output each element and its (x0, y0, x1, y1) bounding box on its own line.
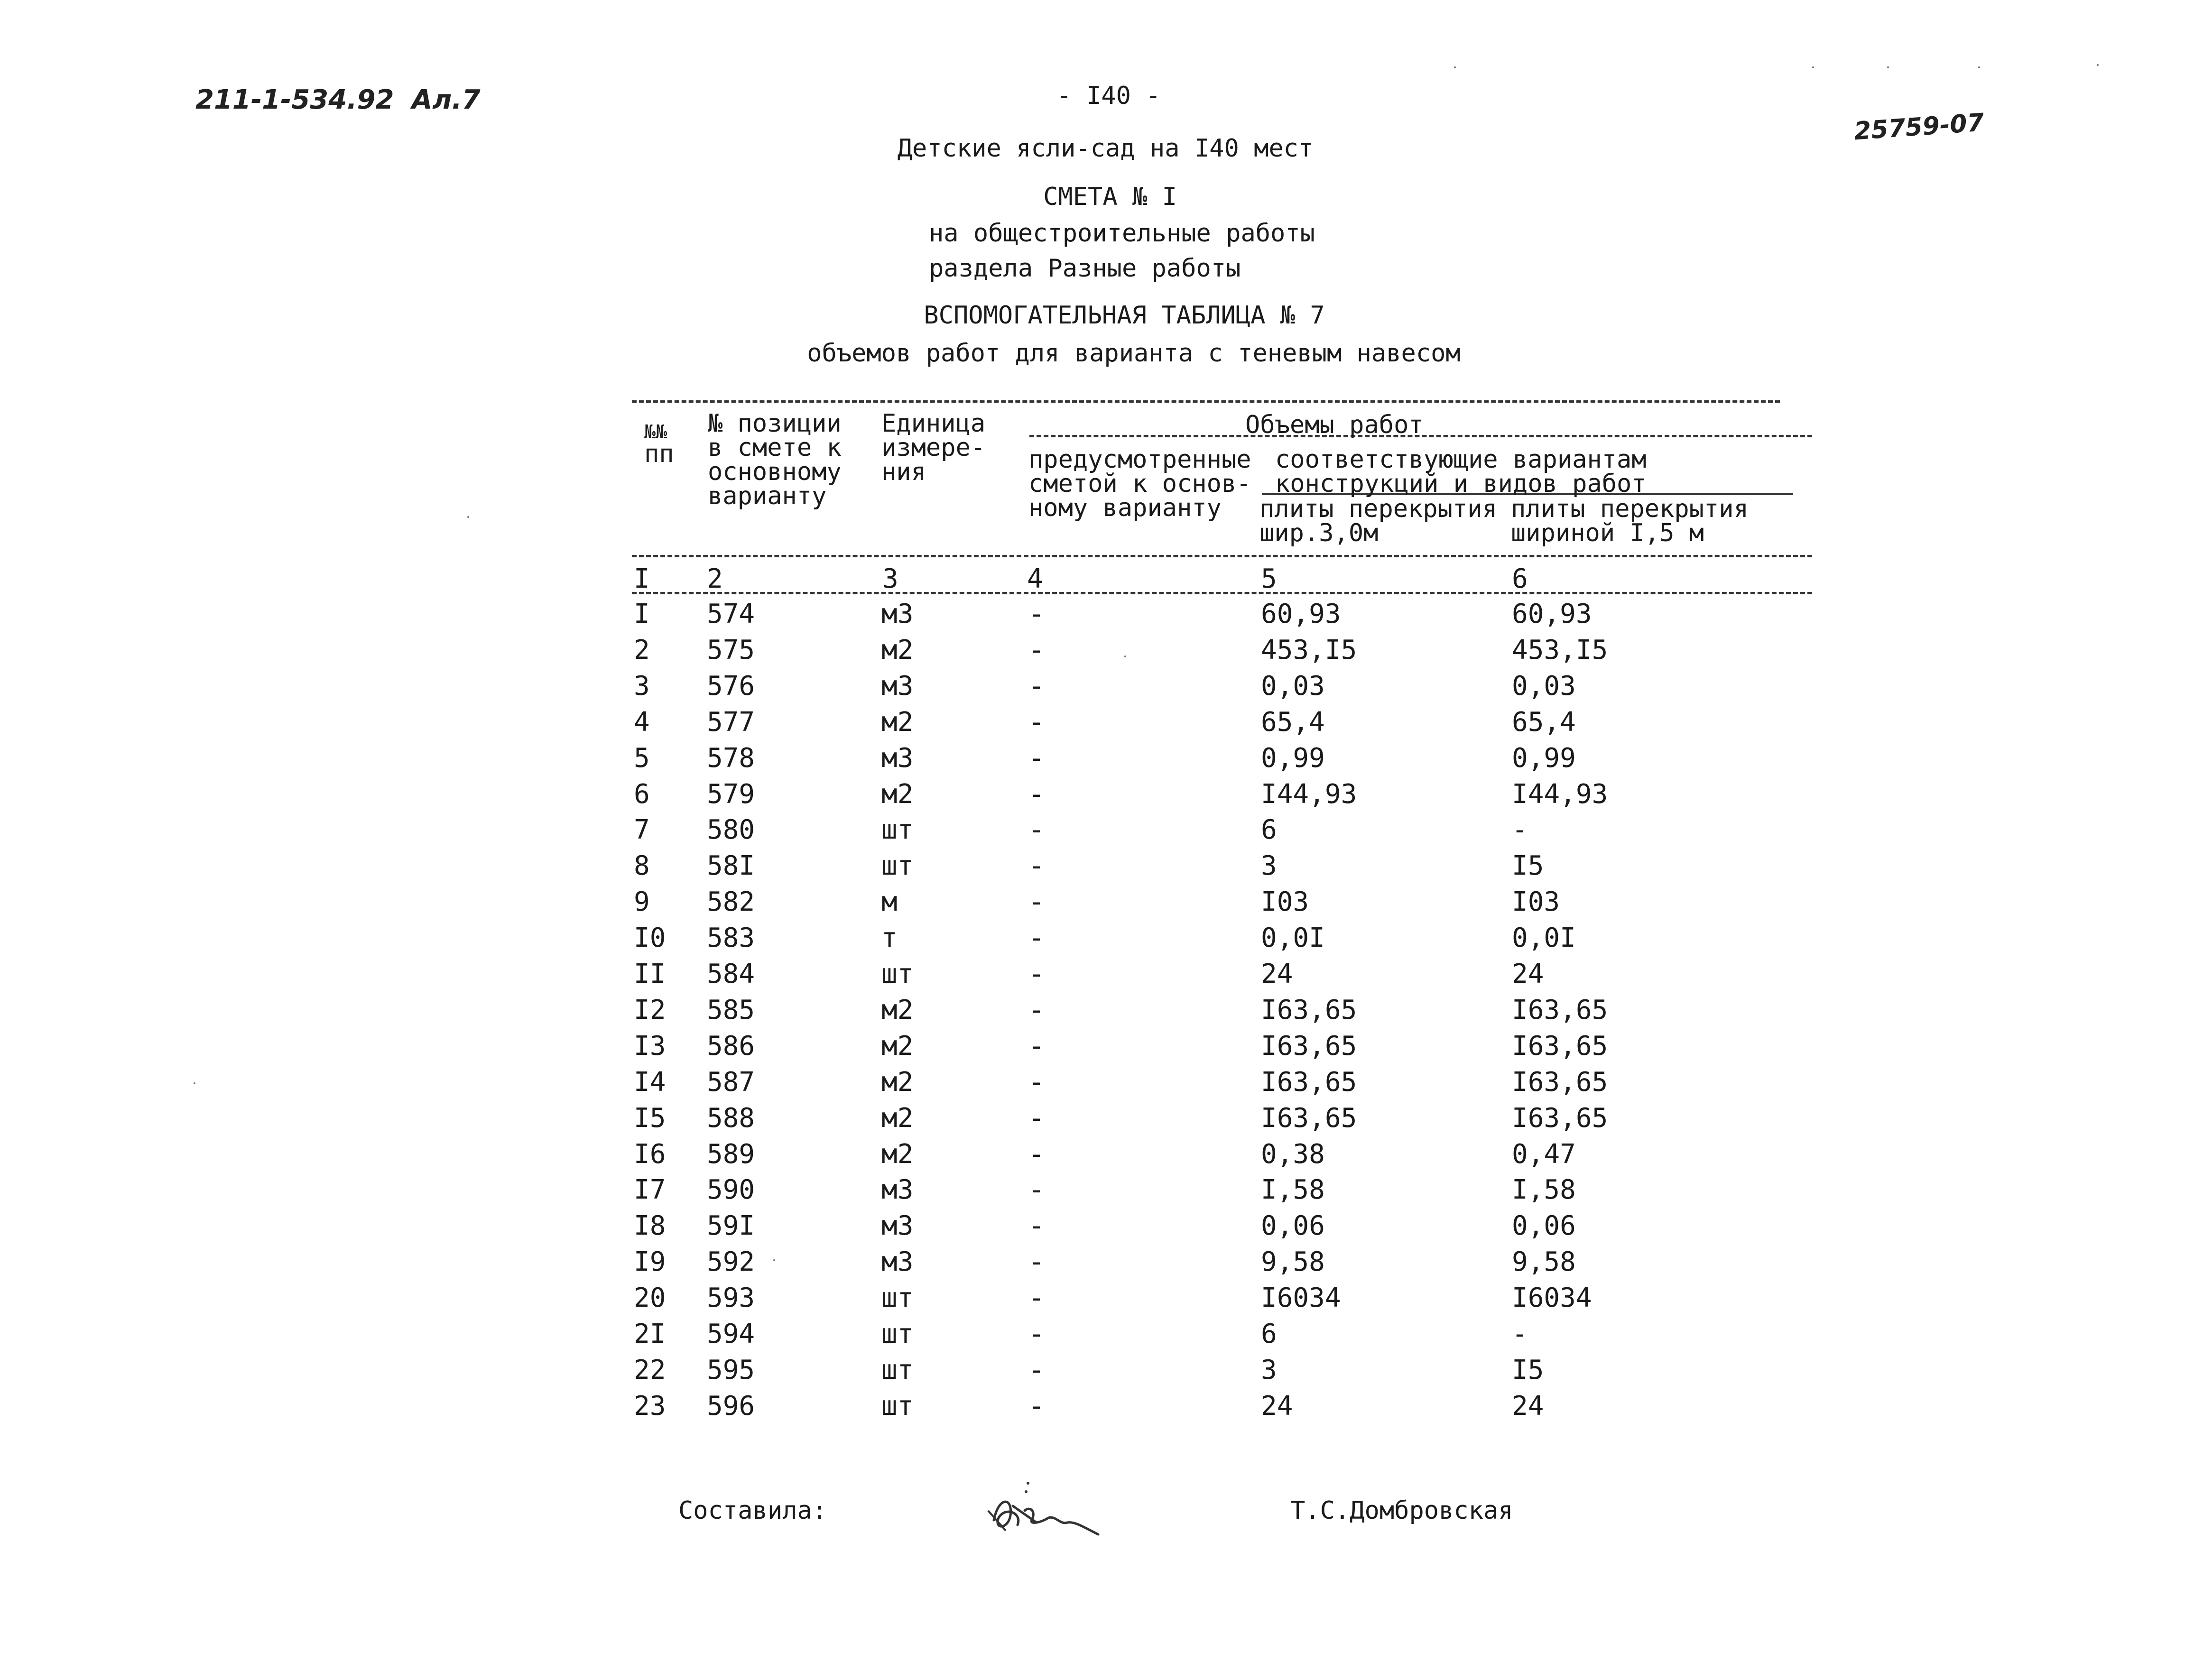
cell-variant-3m: 3 (1261, 1355, 1277, 1385)
document-title: Детские ясли-сад на I40 мест (897, 134, 1314, 163)
cell-unit: шт (881, 850, 914, 881)
cell-base-variant: - (1028, 707, 1045, 738)
header-col5: плиты перекрытия шир.3,0м (1259, 495, 1497, 547)
cell-variant-1-5m: 453,I5 (1512, 635, 1608, 665)
header-bottom-rule (632, 555, 1812, 557)
cell-unit: шт (881, 1319, 914, 1349)
cell-number: I8 (634, 1210, 666, 1241)
colnum-2: 2 (707, 563, 723, 594)
cell-unit: шт (881, 1391, 914, 1422)
cell-base-variant: - (1028, 779, 1045, 810)
cell-variant-1-5m: 0,47 (1512, 1139, 1576, 1170)
cell-variant-3m: I03 (1261, 886, 1309, 917)
cell-variant-3m: I63,65 (1261, 995, 1357, 1025)
cell-variant-1-5m: 24 (1512, 959, 1544, 989)
cell-unit: м3 (881, 671, 914, 702)
cell-number: 2 (634, 635, 650, 665)
cell-variant-3m: I63,65 (1261, 1103, 1357, 1134)
cell-unit: м3 (881, 1246, 914, 1277)
cell-position: 577 (707, 707, 755, 738)
header-col2: № позиции в смете к основному варианту (708, 409, 842, 510)
cell-position: 589 (707, 1139, 755, 1170)
cell-variant-3m: I63,65 (1261, 1031, 1357, 1062)
cell-variant-1-5m: 60,93 (1512, 599, 1592, 629)
cell-base-variant: - (1028, 850, 1045, 881)
cell-variant-1-5m: 9,58 (1512, 1246, 1576, 1277)
album-number: Ал.7 (412, 84, 481, 115)
header-col3: Единица измере- ния (881, 409, 986, 486)
cell-unit: м2 (881, 1031, 914, 1062)
cell-base-variant: - (1028, 599, 1045, 629)
cell-number: I2 (634, 995, 666, 1025)
cell-position: 58I (707, 850, 755, 881)
cell-variant-3m: 9,58 (1261, 1246, 1325, 1277)
cell-number: 22 (634, 1355, 666, 1385)
cell-variant-3m: 0,99 (1261, 743, 1325, 774)
cell-number: 6 (634, 779, 650, 810)
cell-number: I3 (634, 1031, 666, 1062)
cell-base-variant: - (1028, 1174, 1045, 1205)
cell-position: 585 (707, 995, 755, 1025)
cell-unit: м2 (881, 1067, 914, 1098)
cell-position: 593 (707, 1283, 755, 1313)
cell-number: 2I (634, 1319, 666, 1349)
cell-variant-1-5m: 0,0I (1512, 923, 1576, 953)
cell-variant-3m: 0,38 (1261, 1139, 1325, 1170)
cell-variant-1-5m: 24 (1512, 1391, 1544, 1422)
archive-number: 25759-07 (1853, 108, 1985, 146)
cell-number: 7 (634, 814, 650, 845)
cell-base-variant: - (1028, 959, 1045, 989)
cell-variant-3m: 0,03 (1261, 671, 1325, 702)
cell-base-variant: - (1028, 1391, 1045, 1422)
cell-number: I7 (634, 1174, 666, 1205)
cell-variant-1-5m: - (1512, 814, 1528, 845)
aux-table-title: ВСПОМОГАТЕЛЬНАЯ ТАБЛИЦА № 7 (924, 301, 1325, 330)
cell-number: 4 (634, 707, 650, 738)
cell-variant-1-5m: I5 (1512, 850, 1544, 881)
cell-unit: м3 (881, 1210, 914, 1241)
cell-unit: м2 (881, 635, 914, 665)
cell-variant-3m: I6034 (1261, 1283, 1341, 1313)
smeta-title: СМЕТА № I (1043, 183, 1177, 211)
cell-unit: м3 (881, 599, 914, 629)
cell-unit: шт (881, 1283, 914, 1313)
cell-base-variant: - (1028, 1246, 1045, 1277)
cell-position: 590 (707, 1174, 755, 1205)
header-subgroup: соответствующие вариантам конструкций и видов работ (1275, 445, 1647, 498)
cell-number: I6 (634, 1139, 666, 1170)
header-col1: №№ пп (644, 421, 674, 468)
cell-variant-1-5m: 0,03 (1512, 671, 1576, 702)
cell-variant-3m: 453,I5 (1261, 635, 1357, 665)
cell-unit: шт (881, 959, 914, 989)
colnum-1: I (634, 563, 650, 594)
colnum-bottom-rule (632, 592, 1812, 594)
cell-position: 586 (707, 1031, 755, 1062)
cell-number: I5 (634, 1103, 666, 1134)
cell-position: 574 (707, 599, 755, 629)
cell-number: 8 (634, 850, 650, 881)
cell-base-variant: - (1028, 1031, 1045, 1062)
cell-base-variant: - (1028, 1103, 1045, 1134)
cell-position: 584 (707, 959, 755, 989)
compiler-name: Т.С.Домбровская (1290, 1496, 1513, 1525)
cell-variant-1-5m: I5 (1512, 1355, 1544, 1385)
document-code: 211-1-534.92 (195, 84, 394, 115)
cell-variant-1-5m: 0,99 (1512, 743, 1576, 774)
cell-position: 59I (707, 1210, 755, 1241)
cell-unit: м (881, 886, 898, 917)
cell-unit: шт (881, 1355, 914, 1385)
colnum-6: 6 (1512, 563, 1528, 594)
compiled-by-label: Составила: (678, 1496, 827, 1525)
colnum-3: 3 (882, 563, 898, 594)
subtitle-section: раздела Разные работы (929, 254, 1241, 283)
cell-variant-3m: 24 (1261, 1391, 1293, 1422)
cell-number: 23 (634, 1391, 666, 1422)
colnum-4: 4 (1027, 563, 1043, 594)
cell-position: 575 (707, 635, 755, 665)
cell-base-variant: - (1028, 1355, 1045, 1385)
cell-number: 9 (634, 886, 650, 917)
cell-variant-1-5m: I63,65 (1512, 995, 1608, 1025)
cell-base-variant: - (1028, 1139, 1045, 1170)
header-group-volumes: Объемы работ (1245, 411, 1424, 439)
page-number: - I40 - (1056, 82, 1161, 110)
cell-unit: м2 (881, 1103, 914, 1134)
cell-base-variant: - (1028, 923, 1045, 953)
cell-variant-1-5m: I6034 (1512, 1283, 1592, 1313)
cell-number: I9 (634, 1246, 666, 1277)
aux-table-subtitle: объемов работ для варианта с теневым навесом (807, 339, 1461, 368)
cell-variant-1-5m: I63,65 (1512, 1067, 1608, 1098)
subtitle-works: на общестроительные работы (929, 219, 1315, 248)
cell-position: 580 (707, 814, 755, 845)
cell-variant-1-5m: - (1512, 1319, 1528, 1349)
cell-base-variant: - (1028, 814, 1045, 845)
cell-unit: м2 (881, 1139, 914, 1170)
cell-position: 595 (707, 1355, 755, 1385)
cell-position: 594 (707, 1319, 755, 1349)
cell-variant-3m: I,58 (1261, 1174, 1325, 1205)
cell-variant-1-5m: I63,65 (1512, 1031, 1608, 1062)
cell-base-variant: - (1028, 886, 1045, 917)
cell-base-variant: - (1028, 1319, 1045, 1349)
cell-unit: шт (881, 814, 914, 845)
cell-variant-3m: 6 (1261, 814, 1277, 845)
cell-number: 3 (634, 671, 650, 702)
cell-variant-1-5m: I63,65 (1512, 1103, 1608, 1134)
cell-unit: т (881, 923, 898, 953)
cell-number: I (634, 599, 650, 629)
cell-position: 578 (707, 743, 755, 774)
header-col6: плиты перекрытия шириной I,5 м (1511, 495, 1749, 547)
cell-number: 5 (634, 743, 650, 774)
cell-variant-3m: 0,06 (1261, 1210, 1325, 1241)
cell-base-variant: - (1028, 635, 1045, 665)
cell-number: 20 (634, 1283, 666, 1313)
cell-unit: м3 (881, 1174, 914, 1205)
cell-position: 582 (707, 886, 755, 917)
cell-variant-3m: 60,93 (1261, 599, 1341, 629)
cell-variant-1-5m: I03 (1512, 886, 1560, 917)
cell-base-variant: - (1028, 1210, 1045, 1241)
cell-base-variant: - (1028, 995, 1045, 1025)
cell-variant-1-5m: I,58 (1512, 1174, 1576, 1205)
cell-base-variant: - (1028, 743, 1045, 774)
cell-position: 583 (707, 923, 755, 953)
cell-position: 596 (707, 1391, 755, 1422)
cell-unit: м3 (881, 743, 914, 774)
cell-variant-3m: 24 (1261, 959, 1293, 989)
cell-number: I0 (634, 923, 666, 953)
cell-variant-3m: 65,4 (1261, 707, 1325, 738)
colnum-5: 5 (1261, 563, 1277, 594)
cell-variant-3m: I44,93 (1261, 779, 1357, 810)
cell-position: 588 (707, 1103, 755, 1134)
cell-variant-3m: 0,0I (1261, 923, 1325, 953)
cell-variant-1-5m: 65,4 (1512, 707, 1576, 738)
cell-variant-1-5m: I44,93 (1512, 779, 1608, 810)
cell-variant-3m: 3 (1261, 850, 1277, 881)
cell-unit: м2 (881, 707, 914, 738)
cell-position: 579 (707, 779, 755, 810)
signature (984, 1477, 1108, 1544)
table-top-rule (632, 400, 1780, 403)
cell-base-variant: - (1028, 1067, 1045, 1098)
cell-variant-3m: 6 (1261, 1319, 1277, 1349)
cell-variant-3m: I63,65 (1261, 1067, 1357, 1098)
cell-base-variant: - (1028, 671, 1045, 702)
cell-number: II (634, 959, 666, 989)
cell-number: I4 (634, 1067, 666, 1098)
cell-unit: м2 (881, 995, 914, 1025)
cell-base-variant: - (1028, 1283, 1045, 1313)
cell-position: 587 (707, 1067, 755, 1098)
header-col4: предусмотренные сметой к основ- ному варианту (1028, 445, 1251, 522)
cell-position: 576 (707, 671, 755, 702)
cell-variant-1-5m: 0,06 (1512, 1210, 1576, 1241)
cell-unit: м2 (881, 779, 914, 810)
cell-position: 592 (707, 1246, 755, 1277)
